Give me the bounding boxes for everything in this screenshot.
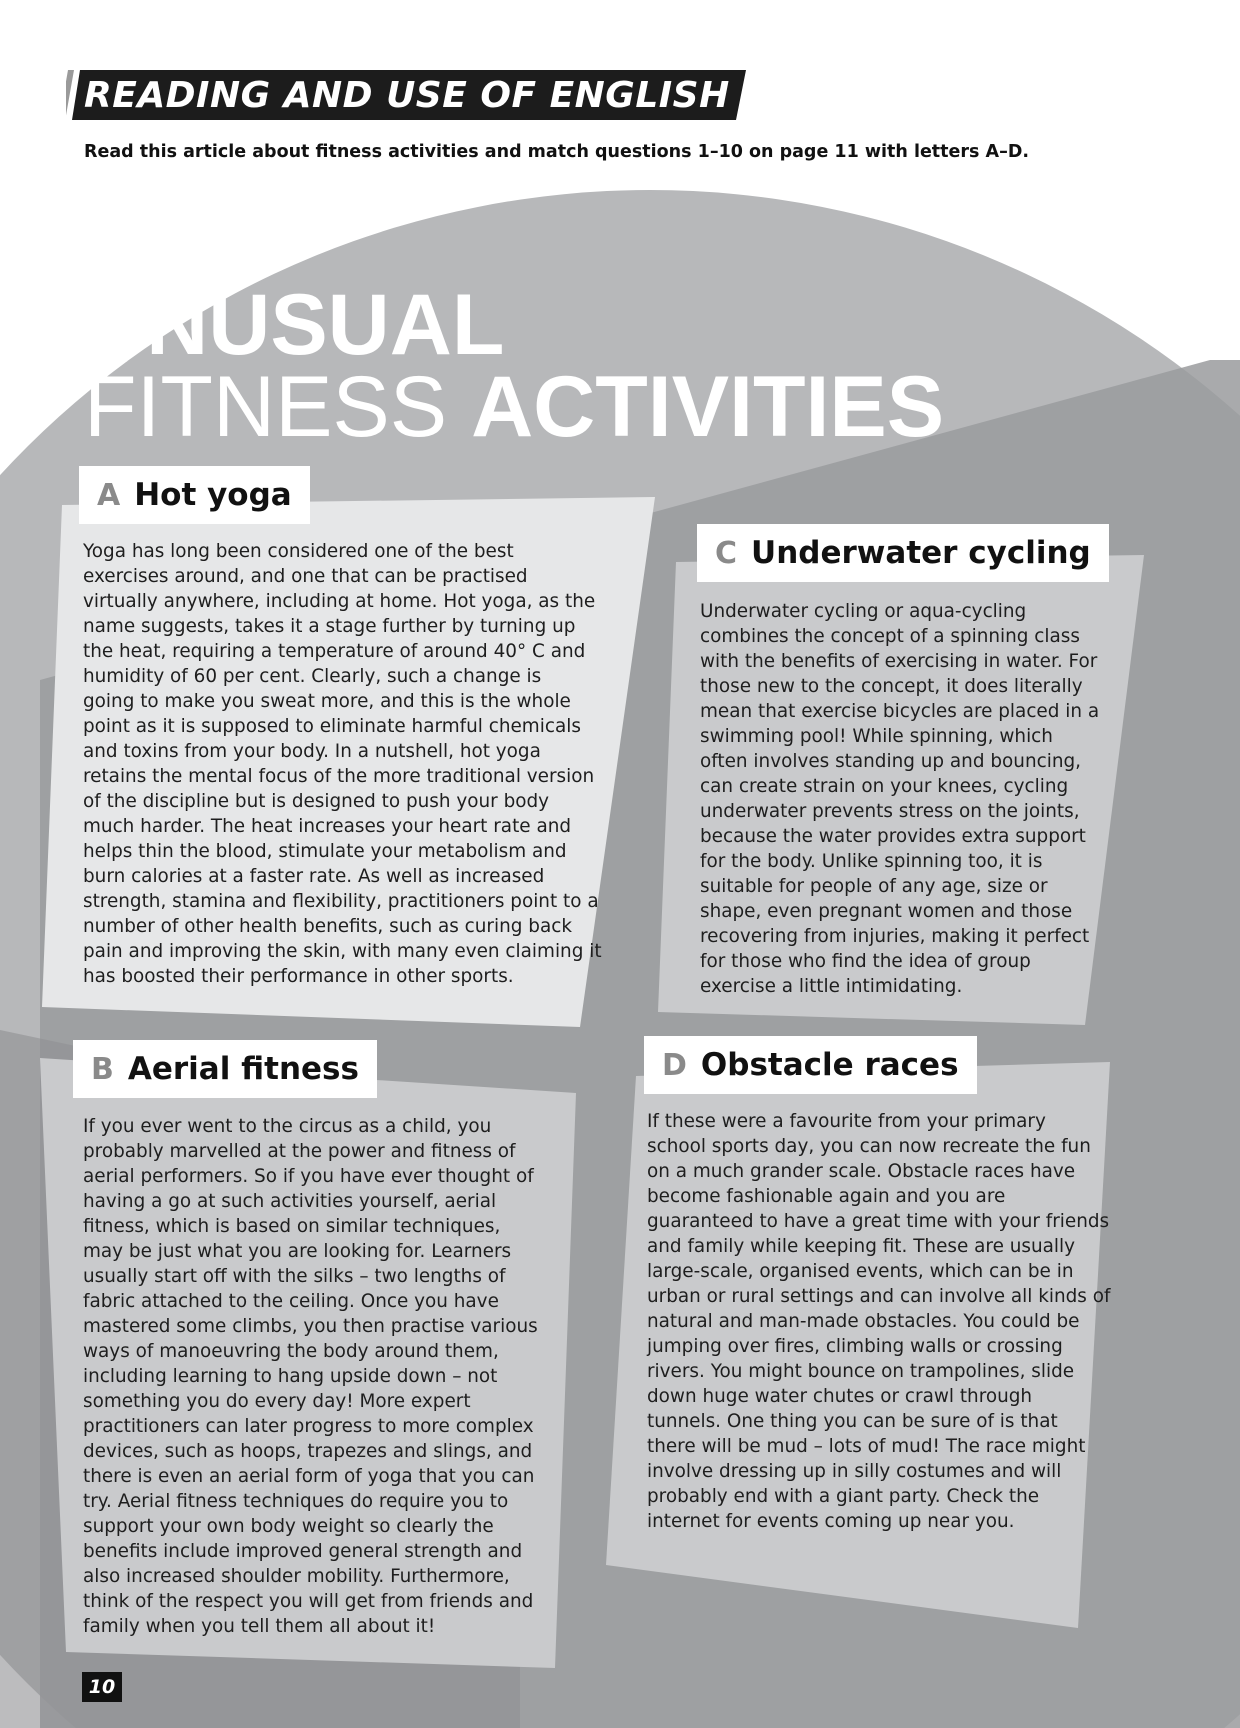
section-b-header <box>73 1040 377 1098</box>
section-b-body: If you ever went to the circus as a child, you probably marvelled at the power and fitness of aerial performers. So if you have ever thought of having a go at such activities yourself, aerial fitness, which is based on similar techniques, may be just what you are looking for. Learners usually start off with the silks – two lengths of fabric attached to the ceiling. Once you have mastered some climbs, you then practise various ways of manoeuvring the body around them, including learning to hang upside down – not something you do every day! More expert practitioners can later progress to more complex devices, such as hoops, trapezes and slings, and there is even an aerial form of yoga that you can try. Aerial fitness techniques do require you to support your own body weight so clearly the benefits include improved general strength and also increased shoulder mobility. Furthermore, think of the respect you will get from friends and family when you tell them all about it! <box>83 1116 538 1637</box>
section-c-heading: Underwater cycling <box>751 535 1091 571</box>
section-d-letter: D <box>662 1047 687 1083</box>
article-title-bold: ACTIVITIES <box>471 359 945 455</box>
article-title-light: FITNESS <box>84 359 448 455</box>
article-title-line2 <box>84 359 945 455</box>
section-a-heading: Hot yoga <box>134 477 292 513</box>
section-a-letter: A <box>97 477 121 513</box>
section-c-body: Underwater cycling or aqua-cycling combines the concept of a spinning class with the benefits of exercising in water. For those new to the concept, it does literally mean that exercise bicycles are placed in a swimming pool! While spinning, which often involves standing up and bouncing, can create strain on your knees, cycling underwater prevents stress on the joints, because the water provides extra support for the body. Unlike spinning too, it is suitable for people of any age, size or shape, even pregnant women and those recovering from injuries, making it perfect for those who find the idea of group exercise a little intimidating. <box>700 601 1100 997</box>
section-b-letter: B <box>91 1051 114 1087</box>
section-d-body: If these were a favourite from your primary school sports day, you can now recreate the fun on a much grander scale. Obstacle races have become fashionable again and you are guaranteed to have a great time with your friends and family while keeping fit. These are usually large-scale, organised events, which can be in urban or rural settings and can involve all kinds of natural and man-made obstacles. You could be jumping over fires, climbing walls or crossing rivers. You might bounce on trampolines, slide down huge water chutes or crawl through tunnels. One thing you can be sure of is that there will be mud – lots of mud! The race might involve dressing up in silly costumes and will probably end with a giant party. Check the internet for events coming up near you. <box>647 1111 1111 1532</box>
banner-title: READING AND USE OF ENGLISH PART 7 <box>84 74 885 116</box>
section-a-header <box>79 466 310 524</box>
section-a-body: Yoga has long been considered one of the best exercises around, and one that can be practised virtually anywhere, including at home. Hot yoga, as the name suggests, takes it a stage further by turning up the heat, requiring a temperature of around 40° C and humidity of 60 per cent. Clearly, such a change is going to make you sweat more, and this is the whole point as it is supposed to eliminate harmful chemicals and toxins from your body. In a nutshell, hot yoga retains the mental focus of the more traditional version of the discipline but is designed to push your body much harder. The heat increases your heart rate and helps thin the blood, stimulate your metabolism and burn calories at a faster rate. As well as increased strength, stamina and flexibility, practitioners point to a number of other health benefits, such as curing back pain and improving the skin, with many even claiming it has boosted their performance in other sports. <box>83 541 602 987</box>
section-d-header <box>644 1036 977 1094</box>
part-banner <box>66 70 885 120</box>
instruction-text: Read this article about fitness activities and match questions 1–10 on page 11 with letters A–D. <box>84 142 1030 162</box>
article-title-line1: UNUSUAL <box>84 277 505 373</box>
section-b-heading: Aerial fitness <box>127 1051 359 1087</box>
section-c-letter: C <box>715 535 738 571</box>
section-c-header <box>697 524 1109 582</box>
page-number: 10 <box>82 1672 122 1702</box>
section-d-heading: Obstacle races <box>700 1047 959 1083</box>
